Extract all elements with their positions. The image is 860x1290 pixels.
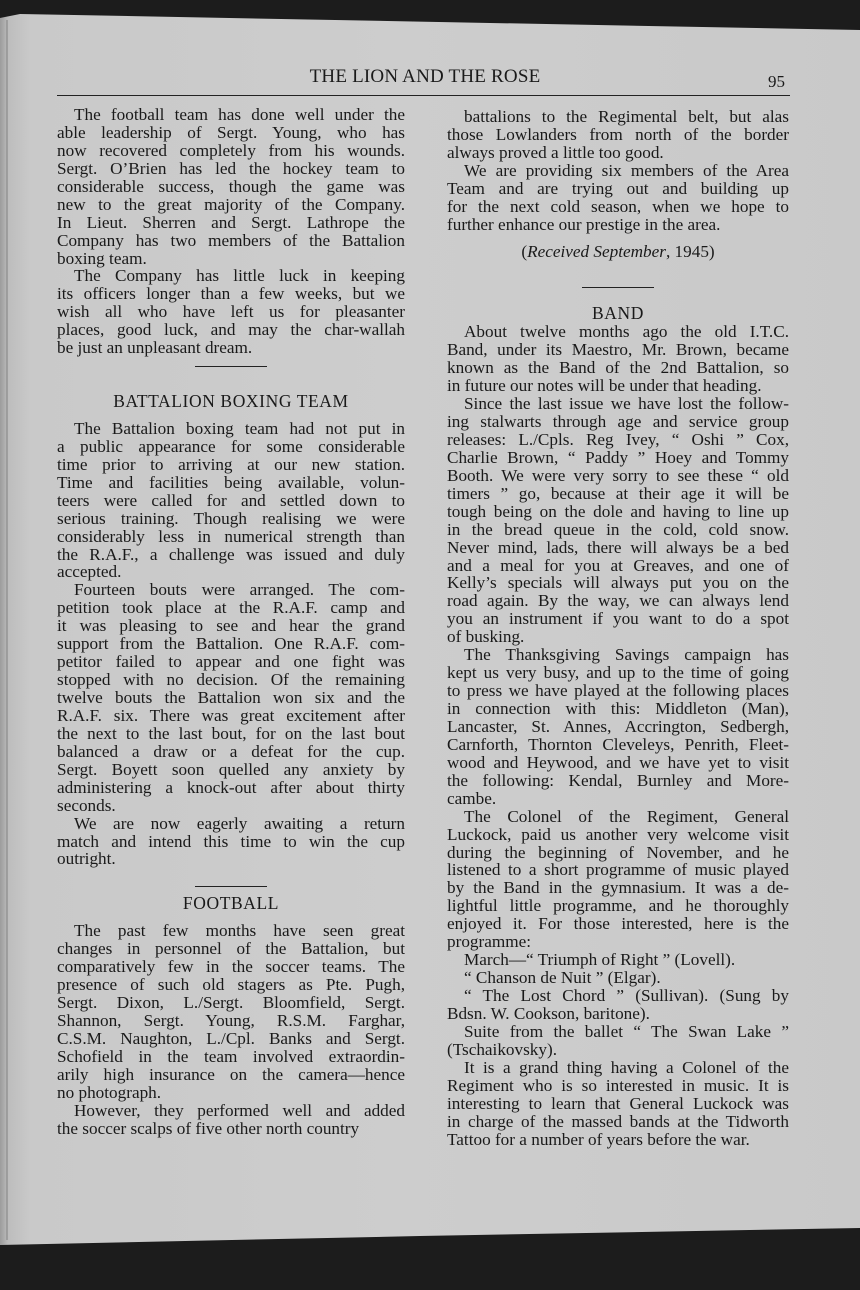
text-line: R.A.F. six. There was great excitement after: [57, 705, 405, 725]
received-open-paren: (: [521, 241, 528, 261]
text-line: It is a grand thing having a Colonel of the: [464, 1057, 789, 1077]
section-divider: [57, 877, 405, 895]
received-year: , 1945): [665, 241, 715, 261]
text-line: (Tschaikovsky).: [447, 1039, 558, 1059]
header-rule: [57, 95, 790, 96]
intro-section: [57, 106, 405, 357]
right-column: [447, 108, 789, 1148]
text-line: Schofield in the team involved extraordin-: [57, 1046, 405, 1066]
text-line: releases: L./Cpls. Reg Ivey, “ Oshi ” Cox,: [447, 429, 789, 449]
boxing-section: [57, 420, 405, 868]
paragraph: [447, 108, 789, 162]
text-line: Time and facilities being available, volun-: [57, 472, 405, 492]
text-line: The Company has little luck in keeping: [74, 266, 405, 286]
text-line: Team and are trying out and building up: [447, 178, 789, 198]
text-line: the soccer scalps of five other north country: [57, 1118, 360, 1138]
text-line: Regiment who is so interested in music. It is: [447, 1075, 789, 1095]
text-line: teers were called for and settled down to: [57, 490, 405, 510]
text-line: In Lieut. Sherren and Sergt. Lathrope the: [57, 212, 405, 232]
paragraph: [447, 162, 789, 234]
paragraph: [447, 987, 789, 1023]
text-line: wood and Heywood, and we have yet to visit: [447, 752, 789, 772]
text-line: Kelly’s specials will always put you on the: [447, 573, 789, 593]
band-section: [447, 323, 789, 1148]
running-header-title: THE LION AND THE ROSE: [309, 66, 541, 87]
text-line: stopped with no decision. Of the remaining: [57, 670, 405, 690]
text-line: enjoyed it. For those interested, here is the: [447, 914, 789, 934]
text-line: administering a knock-out after about thirty: [57, 777, 405, 797]
text-line: seconds.: [57, 795, 116, 815]
text-line: Suite from the ballet “ The Swan Lake ”: [464, 1021, 789, 1041]
text-line: in charge of the massed bands at the Tidworth: [447, 1111, 789, 1131]
text-line: We are now eagerly awaiting a return: [74, 813, 405, 833]
paragraph: [57, 815, 405, 869]
paragraph: [57, 267, 405, 357]
text-line: in future our notes will be under that heading.: [447, 376, 762, 396]
text-line: Band, under its Maestro, Mr. Brown, became: [447, 340, 789, 360]
paragraph: [447, 646, 789, 807]
text-line: Sergt. O’Brien has led the hockey team to: [57, 158, 405, 178]
text-line: changes in personnel of the Battalion, but: [57, 939, 405, 959]
text-line: time prior to arriving at our new station.: [57, 454, 405, 474]
text-line: Bdsn. W. Cookson, baritone).: [447, 1003, 650, 1023]
text-line: lightful little programme, and he thoroughly: [447, 896, 789, 916]
text-line: Sergt. Dixon, L./Sergt. Bloomfield, Sergt.: [57, 993, 405, 1012]
text-line: petition took place at the R.A.F. camp and: [57, 598, 405, 618]
section-divider: [447, 278, 789, 296]
spacer: [57, 868, 405, 877]
text-line: balanced a draw or a defeat for the cup.: [57, 741, 405, 761]
text-line: Since the last issue we have lost the follow-: [464, 394, 789, 414]
paragraph: [447, 951, 789, 969]
text-line: arily high insurance on the camera—hence: [57, 1064, 405, 1084]
section-heading-football: FOOTBALL: [182, 893, 280, 914]
text-line: of busking.: [447, 627, 525, 647]
text-line: Luckock, paid us another very welcome visit: [447, 824, 789, 844]
text-line: Charlie Brown, “ Paddy ” Hoey and Tommy: [447, 447, 789, 467]
text-line: for the next cold season, when we hope to: [447, 196, 789, 216]
text-line: in connection with this: Middleton (Man),: [447, 699, 789, 718]
text-line: battalions to the Regimental belt, but alas: [464, 107, 789, 126]
paragraph: [57, 106, 405, 267]
text-line: known as the Band of the 2nd Battalion, so: [447, 358, 789, 378]
spacer: [447, 261, 789, 279]
text-line: interesting to learn that General Luckock was: [447, 1093, 789, 1113]
text-line: The football team has done well under the: [74, 105, 405, 124]
text-line: the R.A.F., a challenge was issued and duly: [57, 544, 405, 564]
paragraph: [57, 922, 405, 1101]
text-line: comparatively few in the soccer teams. The: [57, 957, 405, 977]
text-line: wish all who have left us for pleasanter: [57, 302, 405, 322]
text-line: match and intend this time to win the cup: [57, 831, 405, 851]
text-line: able leadership of Sergt. Young, who has: [57, 122, 405, 142]
received-date: [447, 243, 789, 261]
text-line: you an instrument if you want to do a spot: [447, 609, 789, 629]
text-line: by the Band in the gymnasium. It was a de-: [447, 878, 789, 898]
text-line: road again. By the way, we can always lend: [447, 591, 789, 611]
text-line: Carnforth, Thornton Cleveleys, Penrith, Fleet-: [447, 734, 789, 754]
paragraph: [57, 581, 405, 814]
text-line: Company has two members of the Battalion: [57, 230, 405, 250]
paragraph: [447, 1059, 789, 1149]
text-line: outright.: [57, 849, 116, 869]
text-line: no photograph.: [57, 1082, 162, 1102]
text-line: petitor failed to appear and one fight was: [57, 652, 405, 672]
text-line: those Lowlanders from north of the border: [447, 124, 789, 144]
text-line: March—“ Triumph of Right ” (Lovell).: [464, 950, 736, 970]
text-line: new to the great majority of the Company.: [57, 194, 405, 214]
paragraph: [447, 395, 789, 646]
text-line: considerably less in numerical strength than: [57, 526, 405, 546]
text-line: Lancaster, St. Annes, Accrington, Sedbergh,: [447, 716, 789, 736]
text-line: places, good luck, and may the char-wallah: [57, 320, 405, 340]
football-continued-section: [447, 108, 789, 234]
text-line: The Thanksgiving Savings campaign has: [464, 645, 789, 665]
paragraph: [447, 323, 789, 395]
text-line: now recovered completely from his wounds.: [57, 140, 405, 160]
text-line: About twelve months ago the old I.T.C.: [464, 322, 789, 342]
text-line: Fourteen bouts were arranged. The com-: [74, 580, 405, 600]
text-line: Shannon, Sergt. Young, R.S.M. Farghar,: [57, 1010, 405, 1030]
text-line: cambe.: [447, 788, 497, 808]
paragraph: [57, 420, 405, 581]
football-section: [57, 922, 405, 1137]
text-line: kept us very busy, and up to the time of going: [447, 663, 789, 683]
text-line: The Colonel of the Regiment, General: [464, 806, 789, 826]
section-heading-band: BAND: [592, 303, 644, 324]
page-binding-edge: [6, 20, 8, 1240]
section-divider: [57, 357, 405, 375]
text-line: C.S.M. Naughton, L./Cpl. Banks and Sergt.: [57, 1028, 405, 1048]
text-line: timers ” go, because at their age it will be: [447, 483, 789, 503]
text-line: Never mind, lads, there will always be a bed: [447, 537, 789, 557]
paragraph: [447, 969, 789, 987]
text-line: further enhance our prestige in the area.: [447, 214, 721, 234]
text-line: be just an unpleasant dream.: [57, 338, 253, 358]
text-line: always proved a little too good.: [447, 142, 664, 162]
text-line: boxing team.: [57, 248, 147, 268]
text-line: However, they performed well and added: [74, 1100, 405, 1120]
text-line: it was pleasing to see and hear the grand: [57, 616, 405, 636]
text-line: twelve bouts the Battalion won six and the: [57, 688, 405, 707]
text-line: “ Chanson de Nuit ” (Elgar).: [464, 968, 661, 988]
text-line: tough being on the dole and having to line up: [447, 501, 789, 521]
text-line: ing stalwarts through age and service group: [447, 412, 789, 431]
text-line: Tattoo for a number of years before the war.: [447, 1129, 750, 1149]
text-line: considerable success, though the game was: [57, 176, 405, 196]
text-line: “ The Lost Chord ” (Sullivan). (Sung by: [464, 986, 789, 1005]
text-line: Sergt. Boyett soon quelled any anxiety by: [57, 759, 405, 779]
text-line: a public appearance for some considerable: [57, 436, 405, 456]
text-line: its officers longer than a few weeks, but we: [57, 284, 405, 304]
text-line: the following: Kendal, Burnley and More-: [447, 770, 789, 790]
text-line: during the beginning of November, and he: [447, 842, 789, 862]
text-line: serious training. Though realising we were: [57, 508, 405, 528]
paragraph: [447, 1023, 789, 1059]
text-line: in the bread queue in the cold, cold snow.: [447, 519, 789, 539]
text-line: presence of such old stagers as Pte. Pugh,: [57, 975, 405, 995]
text-line: The past few months have seen great: [74, 921, 405, 941]
text-line: listened to a short programme of music played: [447, 860, 789, 880]
paragraph: [447, 808, 789, 952]
section-heading-boxing: BATTALION BOXING TEAM: [113, 391, 349, 411]
paragraph: [57, 1102, 405, 1138]
text-line: Booth. We were very sorry to see these “ old: [447, 465, 789, 485]
text-line: support from the Battalion. One R.A.F. com-: [57, 634, 405, 654]
text-line: accepted.: [57, 562, 122, 582]
text-line: programme:: [447, 932, 531, 952]
text-line: We are providing six members of the Area: [464, 160, 789, 180]
left-column: [57, 106, 405, 1138]
text-line: to press we have played at the following places: [447, 681, 789, 701]
text-line: the next to the last bout, for on the last bout: [57, 723, 405, 743]
page-number: 95: [768, 72, 785, 91]
text-line: The Battalion boxing team had not put in: [74, 418, 405, 438]
text-line: and a meal for you at Greaves, and one of: [447, 555, 789, 575]
received-label: Received September: [527, 241, 666, 261]
